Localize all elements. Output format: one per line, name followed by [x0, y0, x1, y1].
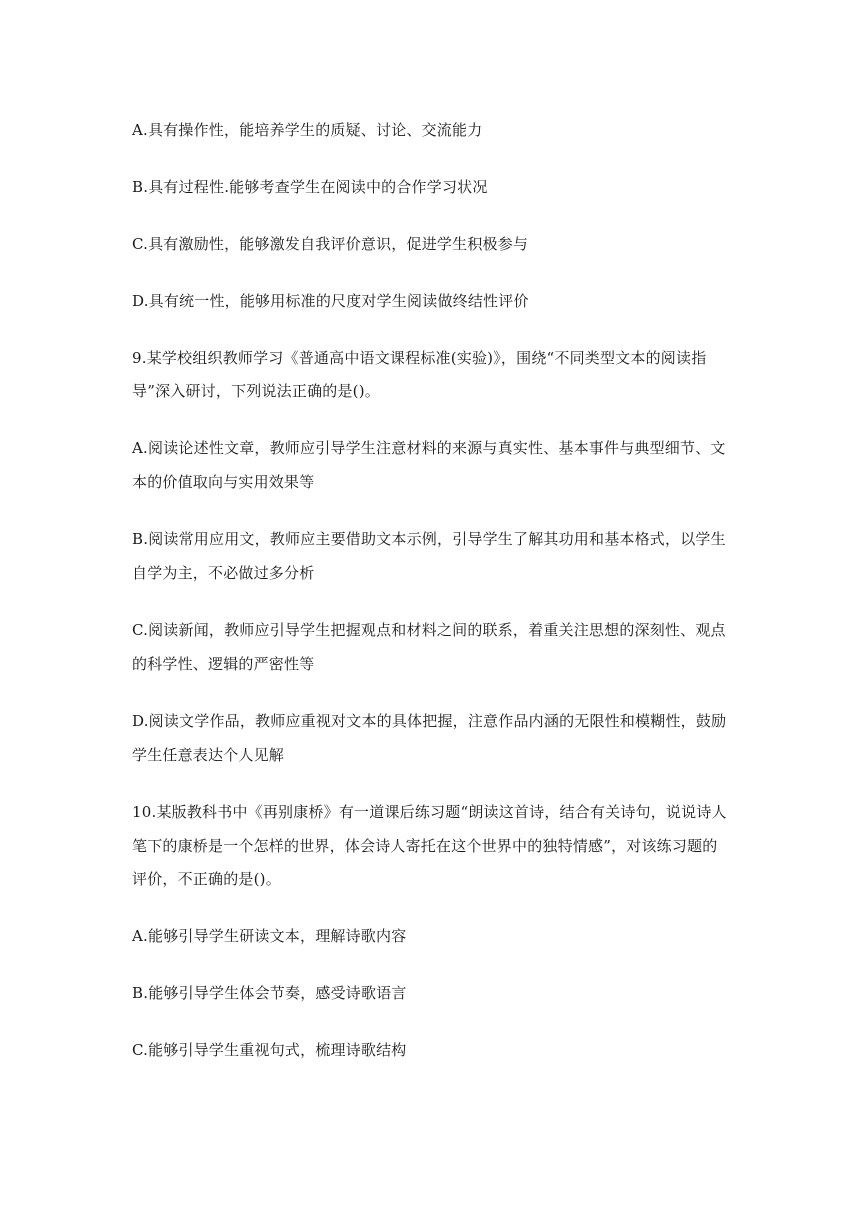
q10-option-c: C.能够引导学生重视句式，梳理诗歌结构 [132, 1041, 407, 1059]
q9-option-a-line-1: A.阅读论述性文章，教师应引导学生注意材料的来源与真实性、基本事件与典型细节、文 [132, 439, 726, 457]
q9-option-b-line-2: 自学为主，不必做过多分析 [132, 564, 315, 582]
q9-option-d-line-1: D.阅读文学作品，教师应重视对文本的具体把握，注意作品内涵的无限性和模糊性，鼓励 [132, 712, 727, 730]
q9-option-b-line-1: B.阅读常用应用文，教师应主要借助文本示例，引导学生了解其功用和基本格式，以学生 [132, 530, 726, 548]
q8-option-a: A.具有操作性，能培养学生的质疑、讨论、交流能力 [132, 121, 483, 139]
q9-option-d-line-2: 学生任意表达个人见解 [132, 746, 285, 764]
q10-option-a: A.能够引导学生研读文本，理解诗歌内容 [132, 927, 407, 945]
q9-stem-line-2: 导”深入研讨，下列说法正确的是()。 [132, 382, 380, 400]
q9-option-c-line-1: C.阅读新闻，教师应引导学生把握观点和材料之间的联系，着重关注思想的深刻性、观点 [132, 621, 726, 639]
q10-option-b: B.能够引导学生体会节奏，感受诗歌语言 [132, 984, 407, 1002]
q10-stem-line-3: 评价，不正确的是()。 [132, 870, 281, 888]
q10-stem-line-1: 10.某版教科书中《再别康桥》有一道课后练习题“朗读这首诗，结合有关诗句，说说诗人 [132, 803, 727, 821]
q9-stem-line-1: 9.某学校组织教师学习《普通高中语文课程标准(实验)》，围绕“不同类型文本的阅读指 [132, 349, 707, 367]
q8-option-c: C.具有激励性，能够激发自我评价意识，促进学生积极参与 [132, 235, 529, 253]
q8-option-d: D.具有统一性，能够用标准的尺度对学生阅读做终结性评价 [132, 292, 529, 310]
q9-option-a-line-2: 本的价值取向与实用效果等 [132, 473, 315, 491]
q8-option-b: B.具有过程性.能够考查学生在阅读中的合作学习状况 [132, 178, 488, 196]
q9-option-c-line-2: 的科学性、逻辑的严密性等 [132, 655, 315, 673]
q10-stem-line-2: 笔下的康桥是一个怎样的世界，体会诗人寄托在这个世界中的独特情感”，对该练习题的 [132, 837, 718, 855]
